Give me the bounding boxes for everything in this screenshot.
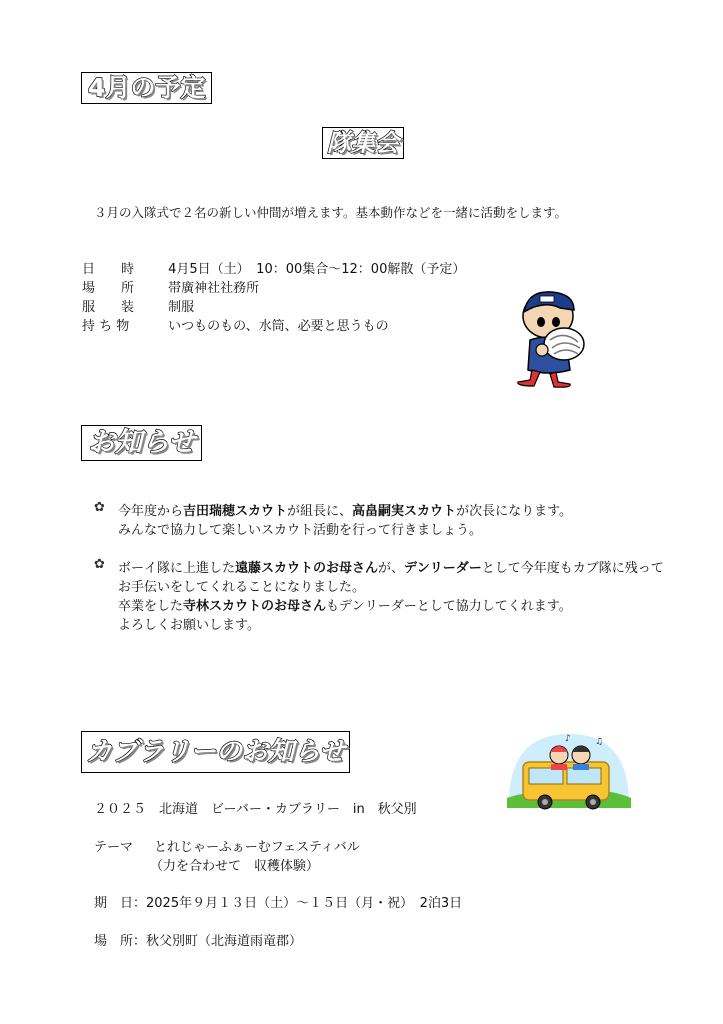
notice-1-line-2: みんなで協力して楽しいスカウト活動を行って行きましょう。	[118, 523, 483, 538]
april-heading	[81, 72, 212, 104]
text: ボーイ隊に上進した	[118, 561, 236, 576]
theme-value: とれじゃーふぁーむフェスティバル	[154, 840, 360, 855]
scout-mascot-illustration	[514, 286, 604, 388]
text: 今年度から	[118, 504, 184, 519]
rally-place: 場 所：秋父別町（北海道雨竜郡）	[94, 934, 303, 949]
notice-1-line-1	[118, 500, 572, 519]
text: もデンリーダーとして協力してくれます。	[326, 599, 572, 614]
rally-period: 期 日：2025年９月１３日（土）～１５日（月・祝） 2泊3日	[94, 896, 463, 911]
detail-value: 帯廣神社社務所	[168, 281, 260, 296]
theme-label: テーマ	[94, 840, 134, 855]
text: 卒業をした	[118, 599, 184, 614]
detail-row-belongings	[82, 315, 389, 334]
detail-value: 4月5日（土） 10：00集合～12：00解散（予定）	[168, 262, 466, 277]
detail-label: 日 時	[82, 262, 135, 277]
rally-heading	[81, 731, 350, 773]
detail-value: いつものもの、水筒、必要と思うもの	[168, 319, 389, 334]
event-title-box	[322, 127, 404, 159]
rally-theme-row	[94, 836, 360, 855]
rally-theme-sub: （力を合わせて 収穫体験）	[150, 859, 320, 874]
notice-heading-text: お知らせ	[88, 427, 196, 458]
april-intro: ３月の入隊式で２名の新しい仲間が増えます。基本動作などを一緒に活動をします。	[94, 205, 568, 220]
rally-heading-text: カブラリーのお知らせ	[86, 737, 346, 767]
text: が次長になります。	[456, 504, 573, 519]
emphasis: 遠藤スカウトのお母さん	[235, 561, 379, 576]
detail-value: 制服	[168, 300, 195, 315]
bus-illustration	[505, 728, 633, 812]
emphasis: 吉田瑞穂スカウト	[183, 504, 288, 519]
notice-2-line-3	[118, 595, 572, 614]
rally-event-name: ２０２５ 北海道 ビーバー・カブラリー in 秋父別	[94, 802, 417, 817]
flower-bullet-icon: ✿	[94, 557, 105, 572]
detail-label: 場 所	[82, 281, 135, 296]
svg-text:♪: ♪	[565, 734, 571, 744]
detail-label: 服 装	[82, 300, 135, 315]
emphasis: デンリーダー	[404, 561, 482, 576]
emphasis: 高畠嗣実スカウト	[352, 504, 457, 519]
notice-2-line-2: お手伝いをしてくれることになりました。	[118, 580, 366, 595]
detail-row-datetime	[82, 258, 465, 277]
notice-2-line-4: よろしくお願いします。	[118, 618, 260, 633]
detail-row-dress	[82, 296, 194, 315]
detail-label: 持 ち 物	[82, 319, 130, 334]
emphasis: 寺林スカウトのお母さん	[183, 599, 327, 614]
event-title: 隊集会	[327, 129, 399, 157]
flower-bullet-icon: ✿	[94, 500, 105, 515]
svg-text:♫: ♫	[595, 737, 604, 747]
notice-2-line-1	[118, 557, 664, 576]
text: が組長に、	[287, 504, 353, 519]
detail-row-place	[82, 277, 259, 296]
april-heading-text: 4月の予定	[88, 73, 206, 102]
text: として今年度もカブ隊に残って	[481, 561, 664, 576]
notice-heading	[81, 425, 202, 461]
text: が、	[378, 561, 405, 576]
